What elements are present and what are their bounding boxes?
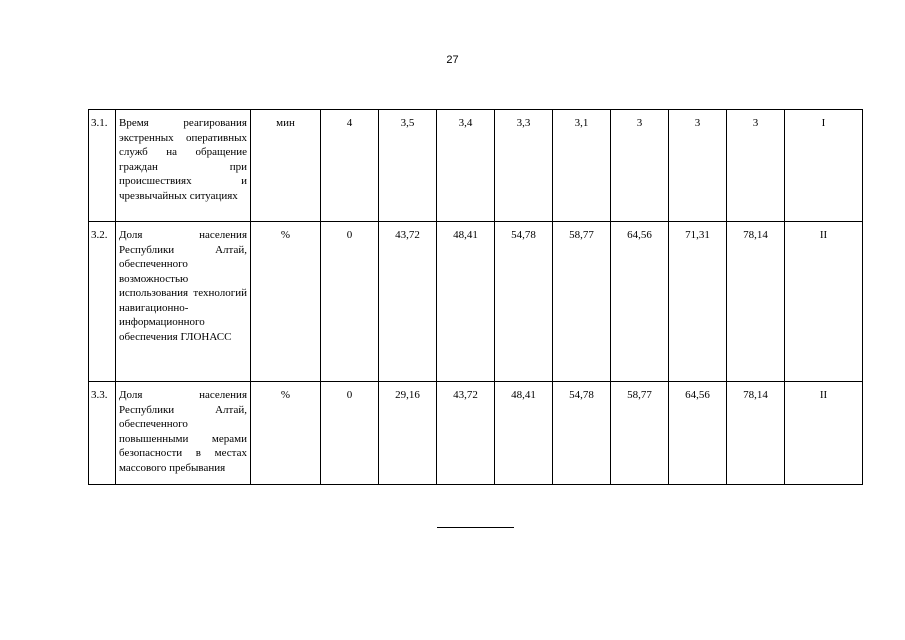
value-cell: 64,56 xyxy=(669,382,727,485)
indicator-name: Время реагирования экстренных оперативных служб на обращение граждан при происшествиях и чрезвычайных ситуациях xyxy=(116,110,251,222)
value-cell: 58,77 xyxy=(611,382,669,485)
value-cell: 0 xyxy=(321,382,379,485)
value-cell: 48,41 xyxy=(495,382,553,485)
value-cell: 4 xyxy=(321,110,379,222)
unit-cell: % xyxy=(251,382,321,485)
value-cell: 3 xyxy=(727,110,785,222)
value-cell: 64,56 xyxy=(611,222,669,382)
table-row xyxy=(89,382,863,485)
indicators-table xyxy=(88,109,863,485)
value-cell: 3,4 xyxy=(437,110,495,222)
value-cell: 43,72 xyxy=(379,222,437,382)
value-cell: 78,14 xyxy=(727,382,785,485)
value-cell: 3 xyxy=(669,110,727,222)
page-number: 27 xyxy=(446,54,459,66)
value-cell: 0 xyxy=(321,222,379,382)
value-cell: 58,77 xyxy=(553,222,611,382)
row-number: 3.2. xyxy=(89,222,116,382)
value-cell: 3,3 xyxy=(495,110,553,222)
value-cell: 43,72 xyxy=(437,382,495,485)
type-cell: II xyxy=(785,222,863,382)
value-cell: 29,16 xyxy=(379,382,437,485)
value-cell: 71,31 xyxy=(669,222,727,382)
value-cell: 78,14 xyxy=(727,222,785,382)
type-cell: I xyxy=(785,110,863,222)
value-cell: 3 xyxy=(611,110,669,222)
footer-divider xyxy=(437,527,514,528)
value-cell: 54,78 xyxy=(495,222,553,382)
indicator-name: Доля населения Республики Алтай, обеспеченного повышенными мерами безопасности в местах массового пребывания xyxy=(116,382,251,485)
row-number: 3.3. xyxy=(89,382,116,485)
value-cell: 54,78 xyxy=(553,382,611,485)
indicator-name: Доля населения Республики Алтай, обеспеченного возможностью использования технологий навигационно-информационного обеспечения ГЛОНАСС xyxy=(116,222,251,382)
type-cell: II xyxy=(785,382,863,485)
value-cell: 3,1 xyxy=(553,110,611,222)
unit-cell: % xyxy=(251,222,321,382)
value-cell: 48,41 xyxy=(437,222,495,382)
value-cell: 3,5 xyxy=(379,110,437,222)
table-row xyxy=(89,110,863,222)
table-row xyxy=(89,222,863,382)
unit-cell: мин xyxy=(251,110,321,222)
row-number: 3.1. xyxy=(89,110,116,222)
